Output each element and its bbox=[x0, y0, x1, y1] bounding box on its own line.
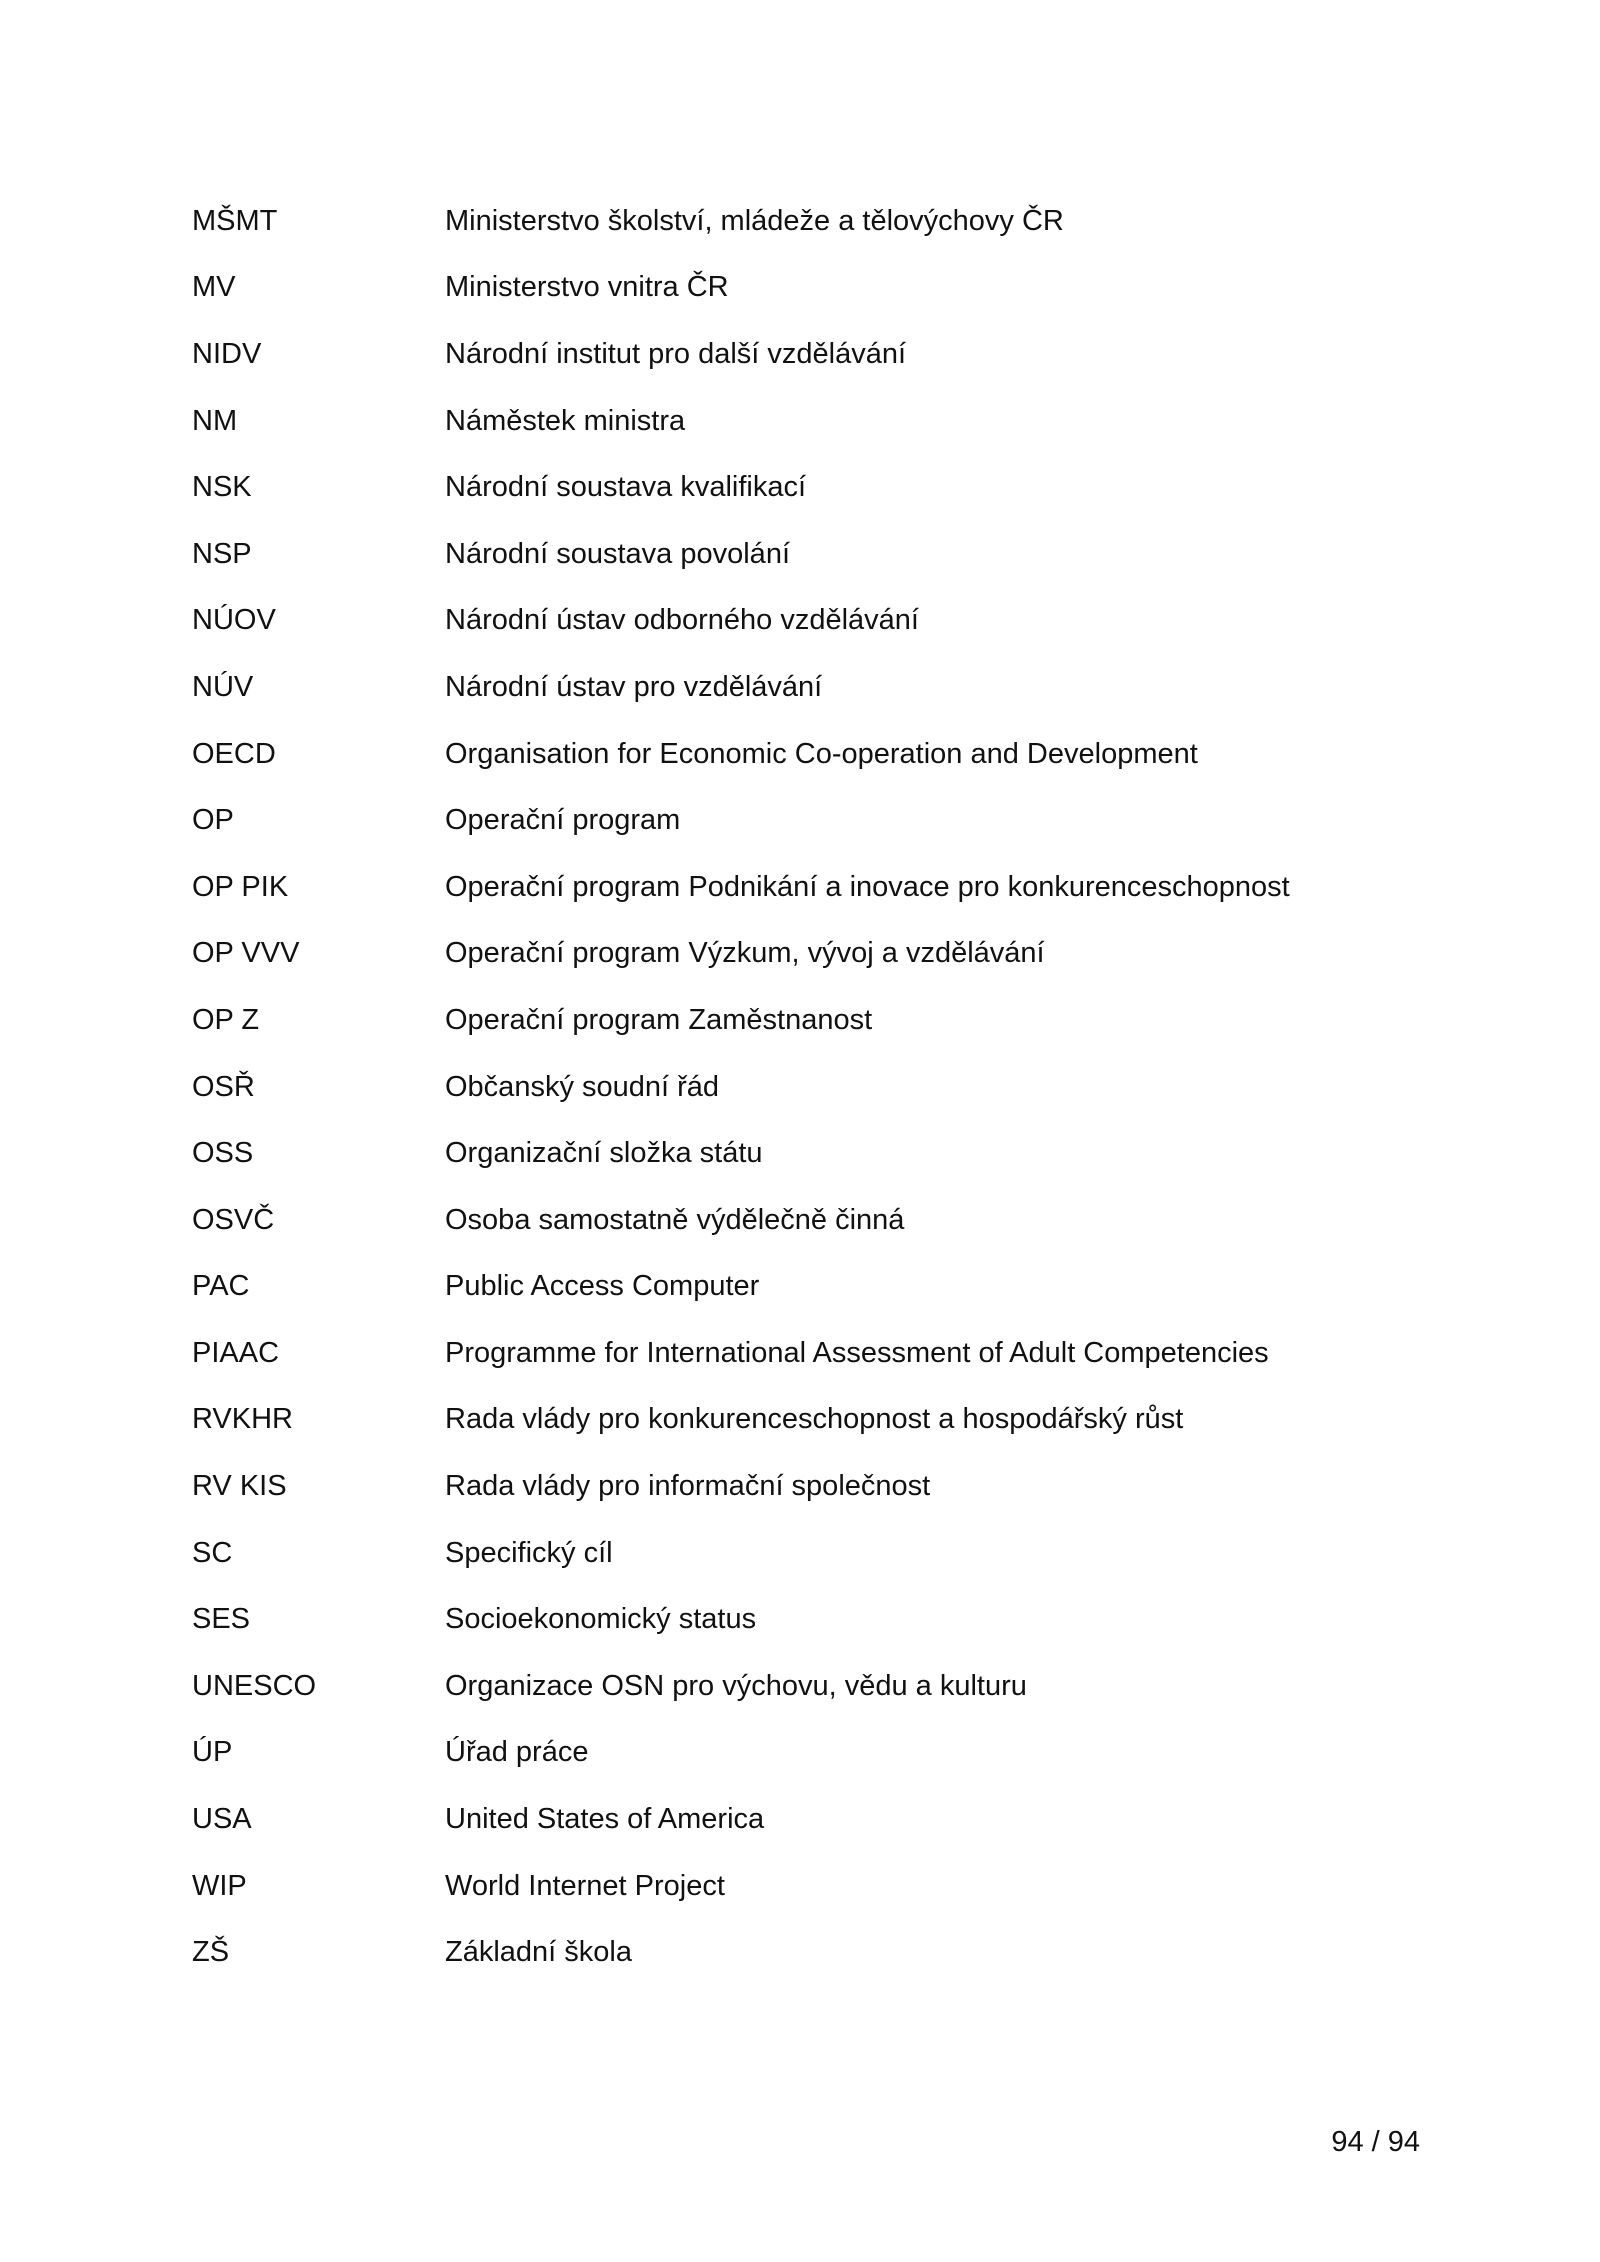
abbreviation-row bbox=[192, 987, 1442, 1054]
abbreviation-code: OSS bbox=[192, 1137, 254, 1170]
abbreviation-code: PAC bbox=[192, 1270, 250, 1303]
abbreviation-meaning: Rada vlády pro informační společnost bbox=[445, 1470, 931, 1503]
page-number: 94 / 94 bbox=[1331, 2126, 1420, 2158]
abbreviation-code: NSK bbox=[192, 471, 252, 504]
abbreviation-code: NM bbox=[192, 404, 238, 437]
abbreviation-code: ÚP bbox=[192, 1736, 233, 1769]
abbreviation-code: MV bbox=[192, 271, 236, 304]
abbreviation-meaning: United States of America bbox=[445, 1803, 765, 1836]
abbreviation-meaning: World Internet Project bbox=[445, 1869, 725, 1902]
abbreviation-meaning: Náměstek ministra bbox=[445, 404, 686, 437]
abbreviation-code: RV KIS bbox=[192, 1470, 287, 1503]
abbreviation-code: USA bbox=[192, 1803, 252, 1836]
abbreviation-row bbox=[192, 1120, 1442, 1187]
abbreviation-row bbox=[192, 1720, 1442, 1787]
abbreviation-meaning: Organizační složka státu bbox=[445, 1137, 763, 1170]
abbreviation-row bbox=[192, 321, 1442, 388]
abbreviation-meaning: Operační program Výzkum, vývoj a vzdělávání bbox=[445, 937, 1045, 970]
abbreviation-code: OP VVV bbox=[192, 937, 300, 970]
abbreviation-row bbox=[192, 1919, 1442, 1986]
abbreviation-meaning: Národní soustava povolání bbox=[445, 537, 790, 570]
abbreviation-meaning: Ministerstvo školství, mládeže a tělovýchovy ČR bbox=[445, 204, 1064, 237]
abbreviation-row bbox=[192, 454, 1442, 521]
abbreviation-code: RVKHR bbox=[192, 1403, 293, 1436]
abbreviation-row bbox=[192, 255, 1442, 322]
abbreviation-meaning: Operační program bbox=[445, 804, 681, 837]
abbreviation-row bbox=[192, 1387, 1442, 1454]
abbreviation-meaning: Specifický cíl bbox=[445, 1536, 613, 1569]
abbreviation-row bbox=[192, 1054, 1442, 1121]
abbreviation-row bbox=[192, 921, 1442, 988]
abbreviation-code: OSŘ bbox=[192, 1070, 255, 1103]
abbreviation-meaning: Ministerstvo vnitra ČR bbox=[445, 271, 729, 304]
abbreviation-meaning: Národní ústav pro vzdělávání bbox=[445, 670, 823, 703]
abbreviation-meaning: Národní ústav odborného vzdělávání bbox=[445, 604, 919, 637]
abbreviation-row bbox=[192, 1453, 1442, 1520]
abbreviation-meaning: Programme for International Assessment of Adult Competencies bbox=[445, 1336, 1269, 1369]
abbreviation-meaning: Organisation for Economic Co-operation and Development bbox=[445, 737, 1198, 770]
abbreviation-code: PIAAC bbox=[192, 1336, 280, 1369]
abbreviation-code: OECD bbox=[192, 737, 276, 770]
abbreviation-row bbox=[192, 787, 1442, 854]
abbreviation-row bbox=[192, 721, 1442, 788]
abbreviation-code: OP bbox=[192, 804, 234, 837]
abbreviation-code: SC bbox=[192, 1536, 233, 1569]
abbreviation-meaning: Rada vlády pro konkurenceschopnost a hospodářský růst bbox=[445, 1403, 1184, 1436]
abbreviation-row bbox=[192, 1653, 1442, 1720]
abbreviation-row bbox=[192, 1187, 1442, 1254]
abbreviation-meaning: Národní institut pro další vzdělávání bbox=[445, 337, 907, 370]
abbreviation-meaning: Národní soustava kvalifikací bbox=[445, 471, 807, 504]
abbreviation-code: NÚOV bbox=[192, 604, 276, 637]
abbreviation-code: OSVČ bbox=[192, 1203, 275, 1236]
abbreviation-row bbox=[192, 1320, 1442, 1387]
abbreviation-meaning: Socioekonomický status bbox=[445, 1603, 757, 1636]
abbreviation-row bbox=[192, 1520, 1442, 1587]
abbreviation-code: MŠMT bbox=[192, 204, 278, 237]
abbreviation-meaning: Základní škola bbox=[445, 1936, 632, 1969]
abbreviation-code: NIDV bbox=[192, 337, 262, 370]
abbreviation-code: UNESCO bbox=[192, 1669, 317, 1702]
abbreviation-row bbox=[192, 388, 1442, 455]
abbreviation-row bbox=[192, 854, 1442, 921]
abbreviation-meaning: Občanský soudní řád bbox=[445, 1070, 720, 1103]
abbreviation-meaning: Osoba samostatně výdělečně činná bbox=[445, 1203, 905, 1236]
abbreviation-row bbox=[192, 588, 1442, 655]
abbreviation-meaning: Public Access Computer bbox=[445, 1270, 760, 1303]
abbreviation-code: OP PIK bbox=[192, 870, 289, 903]
abbreviation-code: OP Z bbox=[192, 1003, 260, 1036]
abbreviation-code: WIP bbox=[192, 1869, 247, 1902]
abbreviation-row bbox=[192, 1586, 1442, 1653]
abbreviation-row bbox=[192, 654, 1442, 721]
abbreviation-row bbox=[192, 521, 1442, 588]
abbreviation-meaning: Organizace OSN pro výchovu, vědu a kulturu bbox=[445, 1669, 1027, 1702]
abbreviation-meaning: Úřad práce bbox=[445, 1736, 589, 1769]
abbreviation-code: ZŠ bbox=[192, 1936, 230, 1969]
abbreviation-code: NSP bbox=[192, 537, 252, 570]
abbreviation-row bbox=[192, 1254, 1442, 1321]
abbreviation-row bbox=[192, 188, 1442, 255]
abbreviation-code: NÚV bbox=[192, 670, 254, 703]
abbreviation-code: SES bbox=[192, 1603, 251, 1636]
abbreviation-meaning: Operační program Podnikání a inovace pro konkurenceschopnost bbox=[445, 870, 1290, 903]
abbreviation-meaning: Operační program Zaměstnanost bbox=[445, 1003, 873, 1036]
abbreviation-list bbox=[192, 188, 1442, 1986]
abbreviation-row bbox=[192, 1786, 1442, 1853]
abbreviation-row bbox=[192, 1853, 1442, 1920]
